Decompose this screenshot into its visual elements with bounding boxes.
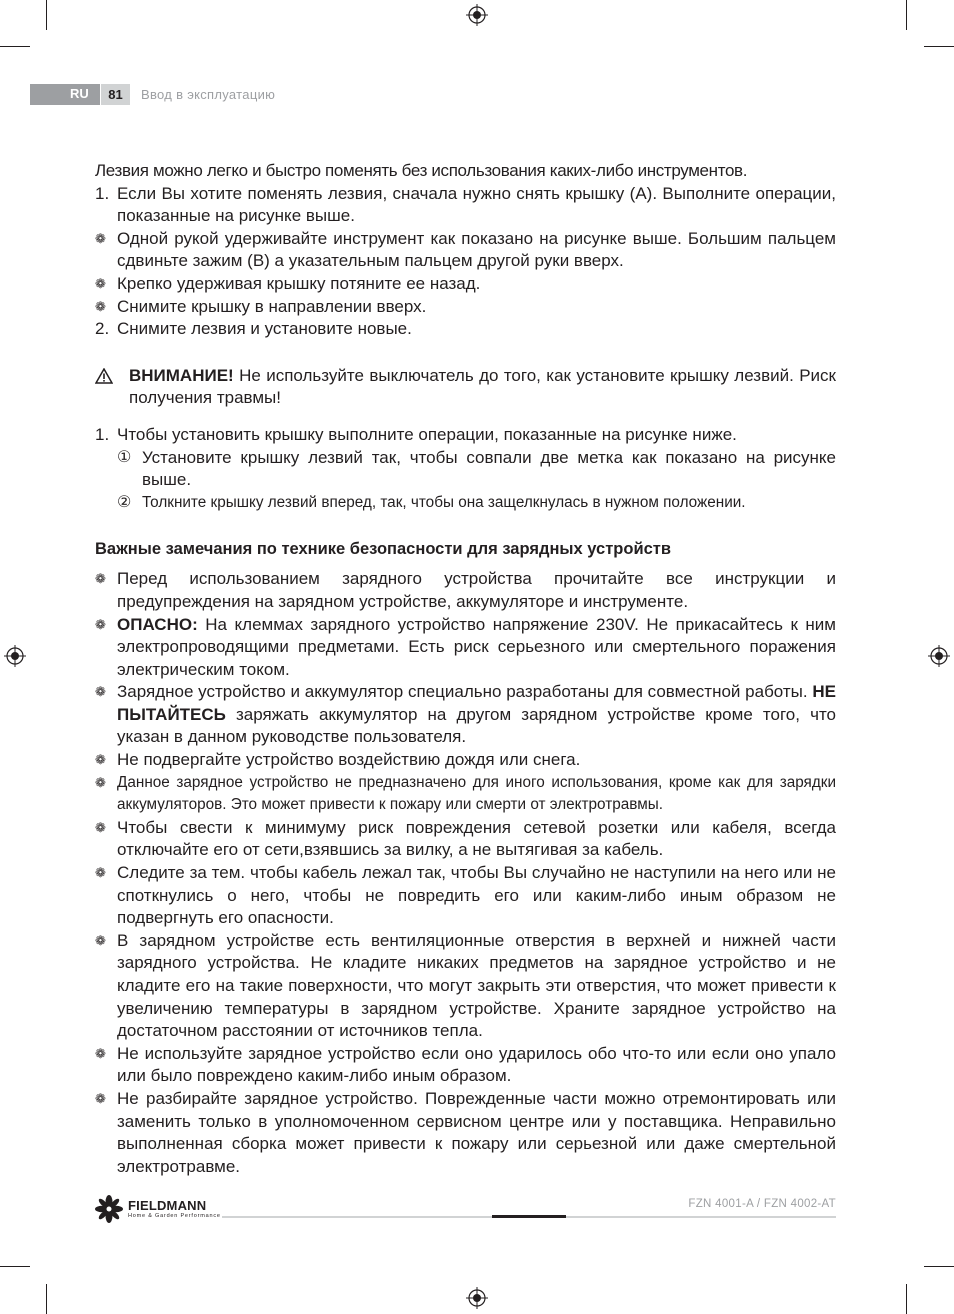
substep-item: [117, 492, 836, 515]
crop-mark: [0, 1266, 30, 1267]
circled-number: ①: [117, 448, 132, 466]
crop-mark: [0, 46, 30, 47]
registration-mark-icon: [466, 4, 488, 26]
bullet-item: [95, 568, 836, 613]
gear-bullet-icon: ❁: [95, 774, 106, 790]
gear-bullet-icon: ❁: [95, 819, 106, 835]
page-number: 81: [101, 84, 130, 105]
bullet-item: [95, 614, 836, 682]
page-content: [95, 160, 836, 1178]
brand-name: FIELDMANN: [128, 1197, 207, 1213]
bullet-item: [95, 772, 836, 817]
registration-mark-icon: [4, 645, 26, 667]
intro-paragraph: Лезвия можно легко и быстро поменять без использования каких-либо инструментов.: [95, 161, 748, 180]
bullet-text: Следите за тем. чтобы кабель лежал так, чтобы Вы случайно не наступили на него или не споткнулись о него, чтобы не повредить его или каким-либо иным образом не подвергнуть его опасности.: [117, 863, 836, 928]
bullet-item: [95, 296, 836, 319]
gear-bullet-icon: ❁: [95, 684, 106, 700]
gear-bullet-icon: ❁: [95, 1090, 106, 1106]
substep-text: Установите крышку лезвий так, чтобы совпали две метка как показано на рисунке выше.: [142, 447, 836, 490]
bullet-text: В зарядном устройстве есть вентиляционные отверстия в верхней и нижней части зарядного устройства. Не кладите никаких предметов на зарядное устройство и не кладите его на такие поверхности, что могут закрыть эти отверстия, что может привести к увеличению температуры в зарядном устройстве. Храните зарядное устройство на достаточном расстоянии от источников тепла.: [117, 930, 836, 1041]
bullet-text: Не используйте зарядное устройство если оно ударилось обо что-то или если оно упало или было повреждено каким-либо иным образом.: [117, 1043, 836, 1086]
step-item: [95, 183, 836, 228]
crop-mark: [906, 0, 907, 30]
gear-bullet-icon: ❁: [95, 616, 106, 632]
bullet-text-part: заряжать аккумулятор на другом зарядном устройстве кроме того, что указан в данном руководстве пользователя.: [117, 704, 836, 747]
crop-mark: [906, 1284, 907, 1314]
model-number: FZN 4001-A / FZN 4002-AT: [688, 1198, 836, 1210]
substep-item: [117, 447, 836, 492]
bullet-item: [95, 862, 836, 930]
header-lang-bar: [30, 84, 100, 105]
bullet-text: [117, 614, 836, 682]
registration-mark-icon: [466, 1287, 488, 1309]
header-lang: RU: [70, 86, 89, 101]
circled-number: ②: [117, 493, 132, 511]
bullet-item: [95, 749, 836, 772]
bullet-item: [95, 930, 836, 1043]
warning-text: [129, 365, 836, 410]
bullet-text: [117, 681, 836, 749]
fan-logo-icon: [94, 1195, 124, 1223]
bullet-text: Чтобы свести к минимуму риск повреждения сетевой розетки или кабеля, всегда отключайте его от сети,взявшись за вилку, а не вытягивая за кабель.: [117, 817, 836, 860]
crop-mark: [924, 46, 954, 47]
crop-mark: [924, 1266, 954, 1267]
bullet-text: Одной рукой удерживайте инструмент как показано на рисунке выше. Большим пальцем сдвиньте зажим (B) а указательным пальцем другой руки вверх.: [117, 228, 836, 271]
crop-mark: [46, 0, 47, 30]
bullet-text-part: Зарядное устройство и аккумулятор специально разработаны для совместной работы.: [117, 682, 813, 702]
step-text: Чтобы установить крышку выполните операции, показанные на рисунке ниже.: [117, 424, 737, 444]
bullet-item: [95, 681, 836, 749]
gear-bullet-icon: ❁: [95, 275, 106, 291]
step-number: 1.: [95, 183, 110, 203]
danger-label: ОПАСНО:: [117, 614, 198, 634]
section-title: Ввод в эксплуатацию: [141, 87, 276, 102]
step-item: [95, 424, 836, 447]
bullet-text: Не разбирайте зарядное устройство. Поврежденные части можно отремонтировать или заменить только в уполномоченном сервисном центре или у поставщика. Неправильно выполненная сборка может привести к пожару или серьезной или даже смертельной электротравме.: [117, 1088, 836, 1176]
step-item: [95, 318, 836, 341]
warning-label: ВНИМАНИЕ!: [129, 365, 234, 385]
bullet-text: Не подвергайте устройство воздействию дождя или снега.: [117, 750, 581, 770]
gear-bullet-icon: ❁: [95, 230, 106, 246]
gear-bullet-icon: ❁: [95, 752, 106, 768]
crop-mark: [46, 1284, 47, 1314]
gear-bullet-icon: ❁: [95, 865, 106, 881]
emphasis-text: НЕ ПЫТАЙТЕСЬ: [117, 682, 836, 724]
bullet-text: Данное зарядное устройство не предназначено для иного использования, кроме как для зарядки аккумуляторов. Это может привести к пожару или смерти от электротравмы.: [117, 773, 836, 814]
bullet-item: [95, 228, 836, 273]
registration-mark-icon: [928, 645, 950, 667]
bullet-text: Перед использованием зарядного устройства прочитайте все инструкции и предупреждения на зарядном устройстве, аккумуляторе и инструменте.: [117, 569, 836, 611]
warning-body: Не используйте выключатель до того, как установите крышку лезвий. Риск получения травмы!: [129, 365, 836, 408]
step-text: Снимите лезвия и установите новые.: [117, 319, 412, 339]
substep-text: Толкните крышку лезвий вперед, так, чтобы она защелкнулась в нужном положении.: [142, 493, 746, 511]
gear-bullet-icon: ❁: [95, 932, 106, 948]
bullet-text: Снимите крышку в направлении вверх.: [117, 296, 427, 316]
step-number: 1.: [95, 424, 110, 444]
gear-bullet-icon: ❁: [95, 571, 106, 587]
gear-bullet-icon: ❁: [95, 1045, 106, 1061]
bullet-item: [95, 1088, 836, 1178]
step-number: 2.: [95, 319, 110, 339]
bullet-text: Крепко удерживая крышку потяните ее назад.: [117, 273, 481, 293]
bullet-item: [95, 273, 836, 296]
bullet-item: [95, 1043, 836, 1088]
brand-logo: [94, 1195, 221, 1223]
footer-accent: [492, 1215, 566, 1218]
gear-bullet-icon: ❁: [95, 298, 106, 314]
bullet-item: [95, 817, 836, 862]
danger-text: На клеммах зарядного устройство напряжение 230V. Не прикасайтесь к ним электропроводящими предметами. Есть риск серьезного или смертельного поражения электрическим током.: [117, 614, 836, 679]
safety-heading: Важные замечания по технике безопасности для зарядных устройств: [95, 540, 671, 559]
step-text: Если Вы хотите поменять лезвия, сначала нужно снять крышку (A). Выполните операции, показанные на рисунке выше.: [117, 183, 836, 226]
brand-tagline: Home & Garden Performance: [128, 1212, 221, 1219]
warning-triangle-icon: [95, 365, 129, 410]
warning-block: [95, 365, 836, 410]
